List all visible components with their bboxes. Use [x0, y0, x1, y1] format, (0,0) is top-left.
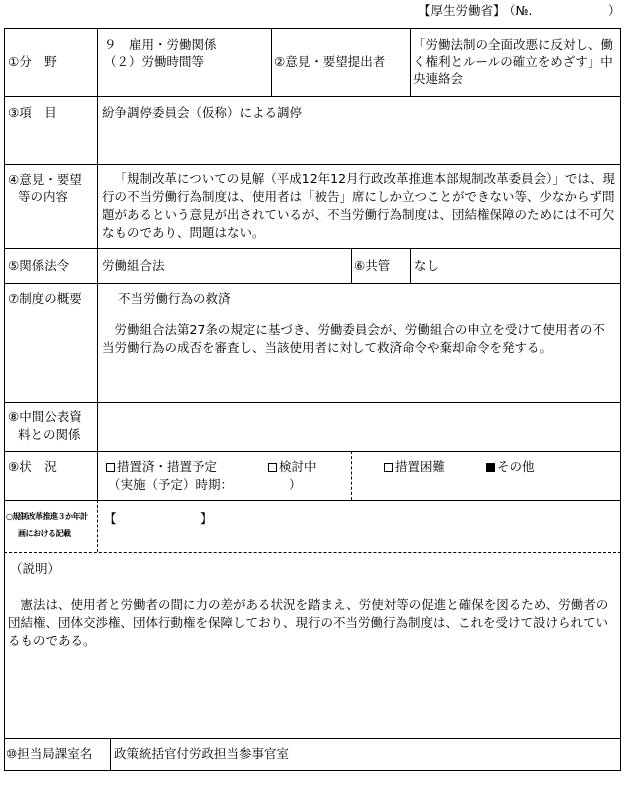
field-value-line1: ９ 雇用・労働関係 [104, 37, 217, 52]
row-divider-dashed [4, 552, 621, 553]
row1-divider [410, 28, 411, 96]
implementation-period-close: ） [289, 477, 302, 492]
table-border-left [4, 28, 5, 770]
row5-divider [351, 248, 352, 283]
checkbox-empty-icon [268, 463, 277, 472]
footer-label-divider [110, 738, 111, 770]
three-year-plan-bracket-open: 【 [104, 511, 117, 526]
related-law-label: ⑤関係法令 [8, 258, 70, 273]
interim-report-label-line1: ⑧中間公表資 [8, 409, 82, 424]
opinion-label-line2: 等の内容 [18, 189, 69, 204]
system-overview-text: 労働組合法第27条の規定に基づき、労働委員会が、労働組合の申立を受けて使用者の不当労働行為の成否を審査し、当該使用者に対して救済命令や棄却命令を発する。 [102, 322, 605, 355]
status-option-under-review[interactable] [268, 458, 317, 476]
status-option-other-label: その他 [497, 459, 535, 474]
document-number-label: （№. [503, 3, 533, 18]
field-label: ①分 野 [8, 54, 57, 69]
three-year-plan-label-line1: ○規制改革推進３か年計 [6, 512, 88, 521]
item-label: ③項 目 [8, 105, 57, 120]
joint-jurisdiction-label: ⑥共管 [354, 258, 391, 273]
label-column-divider [97, 28, 98, 501]
status-option-under-review-label: 検討中 [279, 459, 317, 474]
three-year-plan-bracket-close: 】 [200, 511, 213, 526]
status-option-implemented[interactable] [106, 458, 217, 476]
system-overview-heading: 不当労働行為の救済 [118, 291, 231, 306]
label-column-divider-dashed [97, 500, 98, 552]
table-border-bottom [4, 770, 621, 771]
status-option-implemented-label: 措置済・措置予定 [117, 459, 218, 474]
checkbox-empty-icon [106, 463, 115, 472]
row1-divider [271, 28, 272, 96]
checkbox-filled-icon [486, 463, 495, 472]
status-option-difficult-label: 措置困難 [395, 459, 446, 474]
row9-divider-dashed [351, 451, 352, 500]
related-law-value: 労働組合法 [102, 258, 165, 273]
opinion-label-line1: ④意見・要望 [8, 172, 82, 187]
item-value: 紛争調停委員会（仮称）による調停 [102, 105, 303, 120]
implementation-period-label: （実施（予定）時期： [108, 477, 234, 492]
submitter-label: ②意見・要望提出者 [274, 54, 386, 69]
field-value-line2: （２）労働時間等 [104, 54, 205, 69]
table-border-right [620, 28, 621, 770]
document-number-close: ） [608, 3, 621, 18]
opinion-content: 「規制改革についての見解（平成12年12月行政改革推進本部規制改革委員会）」では、現行の不当労働行為制度は、使用者は「被告」席にしか立つことができない等、少なからず問題があるという意見が出されているが、不当労働行為制度は、団結権保障のためには不可欠なものであり、問題はない。 [102, 171, 615, 240]
department-label: ⑩担当局課室名 [6, 746, 93, 761]
three-year-plan-label-line2: 画における記載 [18, 529, 71, 538]
interim-report-label-line2: 料との関係 [18, 427, 81, 442]
checkbox-empty-icon [384, 463, 393, 472]
status-option-difficult[interactable] [384, 458, 445, 476]
system-overview-label: ⑦制度の概要 [8, 291, 82, 306]
submitter-value: 「労働法制の全面改悪に反対し、働く権利とルールの確立をめざす」中央連絡会 [413, 37, 614, 86]
status-option-other[interactable] [486, 458, 535, 476]
explanation-label: （説明） [10, 561, 61, 576]
row5-divider [410, 248, 411, 283]
status-label: ⑨状 況 [8, 459, 57, 474]
row-divider [4, 738, 621, 739]
department-value: 政策統括官付労政担当参事官室 [114, 746, 290, 761]
joint-jurisdiction-value: なし [414, 258, 440, 273]
ministry-label: 【厚生労働省】 [418, 3, 506, 18]
explanation-text: 憲法は、使用者と労働者の間に力の差がある状況を踏まえ、労使対等の促進と確保を図るため、労働者の団結権、団体交渉権、団体行動権を保障しており、現行の不当労働行為制度は、これを受けて設けられているものである。 [8, 597, 609, 648]
